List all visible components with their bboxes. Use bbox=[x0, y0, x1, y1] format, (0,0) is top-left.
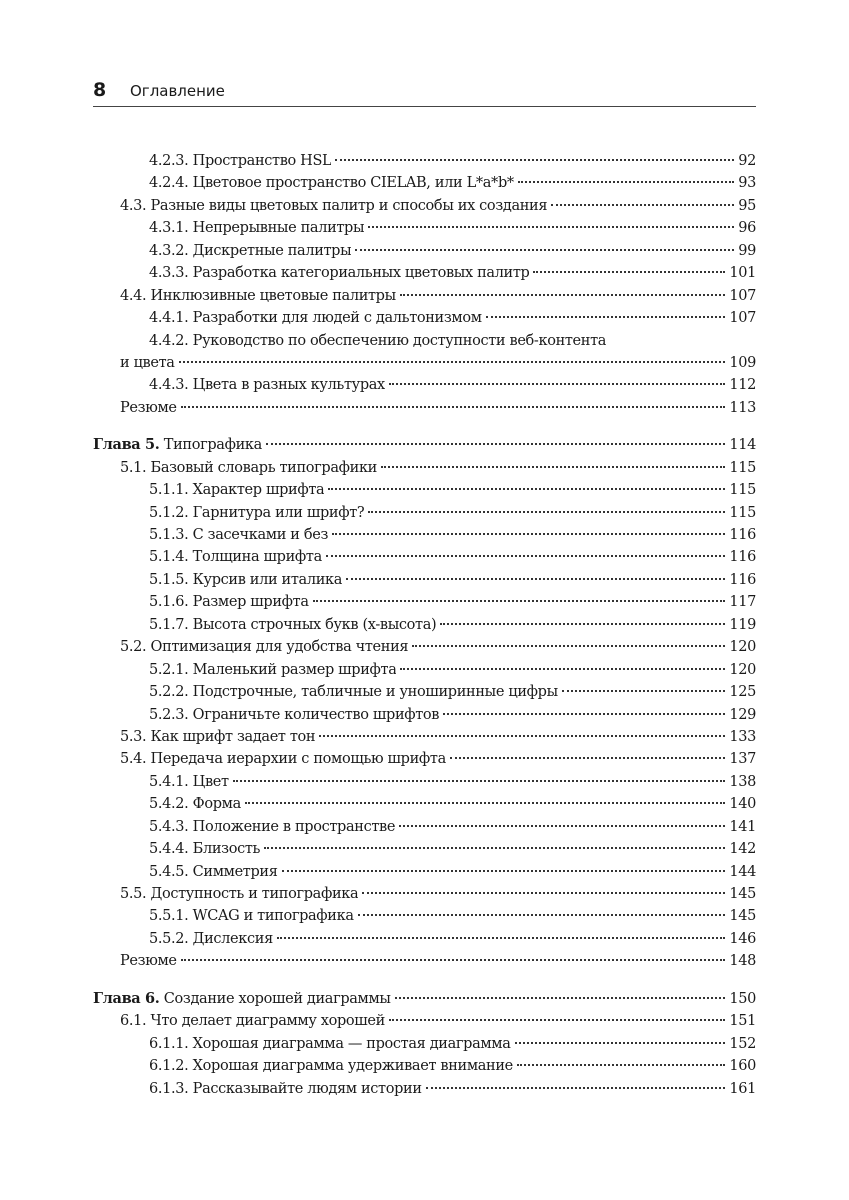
toc-entry-title: 5.1.5. Курсив или италика bbox=[149, 571, 343, 588]
running-header bbox=[93, 78, 756, 107]
toc-entry-page: 133 bbox=[729, 728, 756, 745]
dot-leader bbox=[440, 623, 725, 625]
dot-leader bbox=[328, 488, 725, 490]
dot-leader bbox=[362, 892, 725, 894]
toc-entry-title: 5.1.4. Толщина шрифта bbox=[149, 549, 322, 566]
toc-entry[interactable] bbox=[93, 524, 756, 546]
toc-entry-page: 115 bbox=[729, 459, 756, 476]
page-number: 8 bbox=[93, 79, 107, 101]
toc-entry-title: 5.1.7. Высота строчных букв (x-высота) bbox=[149, 616, 437, 633]
toc-entry-page: 117 bbox=[729, 594, 756, 611]
toc-entry-page: 138 bbox=[729, 773, 756, 790]
toc-entry-page: 120 bbox=[729, 639, 756, 656]
toc-entry-page: 151 bbox=[729, 1013, 756, 1030]
toc-entry[interactable] bbox=[93, 591, 756, 613]
toc-entry[interactable] bbox=[93, 374, 756, 396]
dot-leader bbox=[179, 361, 726, 363]
toc-entry-title: 5.1.2. Гарнитура или шрифт? bbox=[149, 504, 365, 521]
toc-entry-page: 115 bbox=[729, 504, 756, 521]
toc-entry-title: Типографика bbox=[163, 437, 262, 454]
toc-entry-title-wrap bbox=[93, 988, 391, 1010]
dot-leader bbox=[562, 690, 726, 692]
dot-leader bbox=[486, 316, 726, 318]
toc-entry[interactable] bbox=[93, 172, 756, 194]
toc-entry[interactable] bbox=[93, 569, 756, 591]
toc-entry-title-wrap bbox=[149, 524, 328, 546]
dot-leader bbox=[533, 271, 725, 273]
toc-entry-title-wrap bbox=[149, 905, 354, 927]
toc-entry-title-wrap bbox=[149, 217, 364, 239]
toc-entry[interactable] bbox=[93, 307, 756, 329]
toc-entry[interactable] bbox=[93, 1033, 756, 1055]
dot-leader bbox=[399, 825, 725, 827]
dot-leader bbox=[400, 668, 725, 670]
toc-entry-title-wrap bbox=[149, 546, 322, 568]
running-title: Оглавление bbox=[130, 82, 225, 100]
toc-entry-page: 109 bbox=[729, 354, 756, 371]
toc-entry-title-wrap bbox=[149, 262, 529, 284]
toc-entry-title: 5.1.6. Размер шрифта bbox=[149, 594, 309, 611]
toc-entry-title: 4.3.2. Дискретные палитры bbox=[149, 242, 352, 259]
toc-entry[interactable] bbox=[93, 838, 756, 860]
toc-entry-title-wrap bbox=[149, 569, 342, 591]
toc-entry-title-wrap bbox=[149, 681, 558, 703]
toc-entry-page: 116 bbox=[729, 527, 756, 543]
toc-entry[interactable] bbox=[93, 195, 756, 217]
toc-entry-title: 5.1. Базовый словарь типографики bbox=[120, 459, 377, 476]
toc-chapter-entry[interactable] bbox=[93, 434, 756, 456]
toc-entry[interactable] bbox=[93, 793, 756, 815]
dot-leader bbox=[395, 997, 726, 999]
toc-entry-page: 148 bbox=[729, 953, 756, 970]
dot-leader bbox=[389, 1019, 725, 1021]
toc-entry[interactable] bbox=[93, 636, 756, 658]
toc-entry-title: 4.3.1. Непрерывные палитры bbox=[149, 220, 365, 237]
toc-entry[interactable] bbox=[93, 1055, 756, 1077]
toc-entry-page: 141 bbox=[729, 818, 756, 835]
toc-entry[interactable] bbox=[93, 546, 756, 568]
toc-entry[interactable] bbox=[93, 704, 756, 726]
toc-entry[interactable] bbox=[93, 330, 756, 352]
toc-entry[interactable] bbox=[93, 771, 756, 793]
toc-entry-title: 6.1.1. Хорошая диаграмма — простая диаграмма bbox=[149, 1035, 511, 1052]
dot-leader bbox=[264, 847, 725, 849]
toc-entry-title: 6.1.3. Рассказывайте людям истории bbox=[149, 1080, 422, 1097]
dot-leader bbox=[266, 443, 725, 445]
toc-entry-title-wrap bbox=[149, 307, 482, 329]
toc-entry-page: 125 bbox=[729, 684, 756, 701]
chapter-label: Глава 6. bbox=[93, 989, 160, 1007]
toc-entry-title-wrap bbox=[149, 1055, 513, 1077]
toc-entry[interactable] bbox=[93, 726, 756, 748]
toc-entry-title: 5.4.3. Положение в пространстве bbox=[149, 818, 396, 835]
toc-entry-title-continuation: и цвета bbox=[120, 354, 175, 371]
dot-leader bbox=[400, 294, 726, 296]
toc-entry[interactable] bbox=[93, 479, 756, 501]
dot-leader bbox=[368, 511, 725, 513]
dot-leader bbox=[355, 249, 734, 251]
toc-entry[interactable] bbox=[93, 502, 756, 524]
toc-entry-page: 120 bbox=[729, 661, 756, 678]
toc-entry[interactable] bbox=[93, 659, 756, 681]
toc-entry[interactable] bbox=[93, 614, 756, 636]
dot-leader bbox=[335, 159, 734, 161]
dot-leader bbox=[389, 383, 725, 385]
toc-entry-page: 93 bbox=[738, 175, 756, 192]
toc-entry-page: 113 bbox=[729, 399, 756, 416]
toc-entry-page: 144 bbox=[729, 863, 756, 880]
toc-entry-title-wrap bbox=[149, 240, 351, 262]
toc-entry-title: 5.4.2. Форма bbox=[149, 796, 241, 813]
dot-leader bbox=[181, 406, 726, 408]
dot-leader bbox=[233, 780, 726, 782]
dot-leader bbox=[381, 466, 725, 468]
toc-entry-page: 145 bbox=[729, 886, 756, 902]
toc-entry-title-wrap bbox=[149, 479, 324, 501]
toc-entry-title-wrap bbox=[120, 195, 547, 217]
dot-leader bbox=[450, 757, 725, 759]
toc-entry[interactable] bbox=[93, 748, 756, 770]
dot-leader bbox=[358, 914, 726, 916]
dot-leader bbox=[515, 1042, 726, 1044]
toc-entry-title-wrap bbox=[149, 816, 395, 838]
toc-entry[interactable] bbox=[93, 457, 756, 479]
toc-entry-title: 4.4.2. Руководство по обеспечению доступности веб-контента bbox=[149, 332, 607, 349]
dot-leader bbox=[426, 1087, 726, 1089]
toc-entry-title: 4.4.1. Разработки для людей с дальтонизмом bbox=[149, 310, 482, 327]
dot-leader bbox=[313, 600, 726, 602]
toc-entry-page: 150 bbox=[729, 990, 756, 1007]
toc-entry-title: 4.2.3. Пространство HSL bbox=[149, 153, 332, 169]
toc-entry-title-wrap bbox=[149, 614, 436, 636]
dot-leader bbox=[517, 1064, 725, 1066]
toc-entry[interactable] bbox=[93, 285, 756, 307]
toc-entry-page: 145 bbox=[729, 908, 756, 925]
table-of-contents bbox=[93, 150, 756, 1100]
toc-entry-page: 96 bbox=[738, 220, 756, 237]
toc-entry-title: 5.4.1. Цвет bbox=[149, 773, 229, 790]
toc-entry-page: 107 bbox=[729, 310, 756, 327]
toc-entry-page: 101 bbox=[729, 265, 756, 282]
toc-entry-title: 4.3.3. Разработка категориальных цветовых палитр bbox=[149, 265, 530, 282]
toc-entry-page: 152 bbox=[729, 1035, 756, 1052]
toc-entry-title-wrap bbox=[149, 150, 331, 172]
toc-entry-page: 160 bbox=[729, 1058, 756, 1075]
toc-entry-title-wrap bbox=[149, 771, 229, 793]
toc-entry-title-wrap bbox=[149, 838, 260, 860]
toc-entry[interactable] bbox=[93, 217, 756, 239]
dot-leader bbox=[282, 870, 726, 872]
toc-entry-page: 112 bbox=[729, 377, 756, 394]
toc-entry-title: 5.1.1. Характер шрифта bbox=[149, 482, 325, 499]
toc-entry-title-wrap bbox=[149, 374, 385, 396]
toc-entry-title: 5.2.2. Подстрочные, табличные и уноширинные цифры bbox=[149, 684, 558, 701]
toc-entry[interactable] bbox=[93, 816, 756, 838]
toc-entry-page: 129 bbox=[729, 706, 756, 723]
toc-entry-title: 4.3. Разные виды цветовых палитр и способы их создания bbox=[120, 197, 548, 214]
toc-entry[interactable] bbox=[93, 1010, 756, 1032]
dot-leader bbox=[245, 802, 725, 804]
toc-entry-title-wrap bbox=[149, 591, 309, 613]
dot-leader bbox=[412, 645, 725, 647]
toc-entry-title-wrap bbox=[120, 950, 177, 972]
toc-entry[interactable] bbox=[93, 905, 756, 927]
dot-leader bbox=[518, 181, 734, 183]
toc-entry-title: 5.4.4. Близость bbox=[149, 841, 261, 858]
toc-entry-title-wrap bbox=[149, 861, 278, 883]
toc-entry-page: 142 bbox=[729, 841, 756, 858]
dot-leader bbox=[346, 578, 725, 580]
toc-entry-title: 6.1. Что делает диаграмму хорошей bbox=[120, 1013, 385, 1030]
toc-entry-title-wrap bbox=[120, 748, 446, 770]
toc-entry[interactable] bbox=[93, 240, 756, 262]
toc-entry-page: 115 bbox=[729, 482, 756, 499]
toc-entry-title-wrap bbox=[120, 636, 408, 658]
toc-entry-title: 4.4. Инклюзивные цветовые палитры bbox=[120, 287, 396, 304]
toc-entry-title: 4.2.4. Цветовое пространство CIELAB, или L*a*b* bbox=[149, 175, 514, 192]
toc-entry[interactable] bbox=[93, 861, 756, 883]
toc-entry-page: 146 bbox=[729, 930, 756, 947]
toc-entry-title-wrap bbox=[149, 1078, 422, 1100]
toc-entry[interactable] bbox=[93, 883, 756, 905]
toc-entry-page: 140 bbox=[729, 796, 756, 813]
toc-entry-title-wrap bbox=[149, 172, 514, 194]
toc-entry-title-wrap bbox=[93, 434, 262, 456]
toc-entry-page: 99 bbox=[738, 242, 756, 259]
dot-leader bbox=[332, 533, 725, 535]
toc-entry[interactable] bbox=[93, 150, 756, 172]
toc-entry[interactable] bbox=[93, 262, 756, 284]
toc-entry-title: 5.5.2. Дислексия bbox=[149, 930, 273, 947]
toc-entry[interactable] bbox=[93, 1078, 756, 1100]
chapter-label: Глава 5. bbox=[93, 436, 160, 454]
toc-entry-title: 5.2.3. Ограничьте количество шрифтов bbox=[149, 706, 440, 723]
toc-entry-title-wrap bbox=[149, 502, 364, 524]
toc-entry-title: 5.5.1. WCAG и типографика bbox=[149, 908, 354, 925]
toc-entry-title: 5.1.3. С засечками и без bbox=[149, 527, 329, 543]
toc-entry-continuation[interactable] bbox=[93, 352, 756, 374]
toc-entry[interactable] bbox=[93, 397, 756, 419]
toc-entry-title-wrap bbox=[120, 1010, 385, 1032]
toc-entry-title: 5.2.1. Маленький размер шрифта bbox=[149, 661, 397, 678]
toc-entry-title: 5.4.5. Симметрия bbox=[149, 863, 278, 880]
toc-entry[interactable] bbox=[93, 950, 756, 972]
toc-entry[interactable] bbox=[93, 681, 756, 703]
toc-entry-page: 92 bbox=[738, 153, 756, 169]
dot-leader bbox=[319, 735, 725, 737]
toc-entry-page: 95 bbox=[738, 197, 756, 214]
toc-entry-page: 119 bbox=[729, 616, 756, 633]
toc-entry[interactable] bbox=[93, 928, 756, 950]
toc-entry-title-wrap bbox=[120, 457, 377, 479]
toc-entry-title-wrap bbox=[149, 659, 396, 681]
toc-entry-title-wrap bbox=[120, 726, 315, 748]
toc-entry-title: 5.2. Оптимизация для удобства чтения bbox=[120, 639, 409, 656]
toc-entry-title: 5.3. Как шрифт задает тон bbox=[120, 728, 316, 745]
toc-entry-page: 107 bbox=[729, 287, 756, 304]
toc-entry-page: 137 bbox=[729, 751, 756, 768]
toc-entry-title: Резюме bbox=[120, 953, 177, 970]
toc-entry-title-wrap bbox=[149, 928, 273, 950]
chapter-gap bbox=[93, 419, 756, 434]
dot-leader bbox=[181, 959, 726, 961]
toc-entry-title: Создание хорошей диаграммы bbox=[163, 990, 391, 1007]
toc-entry-page: 114 bbox=[729, 437, 756, 454]
toc-entry-title: Резюме bbox=[120, 399, 177, 416]
toc-entry-title: 5.4. Передача иерархии с помощью шрифта bbox=[120, 751, 446, 768]
toc-entry-title-wrap bbox=[120, 883, 358, 905]
dot-leader bbox=[551, 204, 734, 206]
toc-entry-title: 4.4.3. Цвета в разных культурах bbox=[149, 377, 385, 394]
toc-entry-title-wrap bbox=[149, 1033, 511, 1055]
toc-entry-page: 161 bbox=[729, 1080, 756, 1097]
toc-entry-title-wrap bbox=[120, 285, 396, 307]
toc-entry-title-wrap bbox=[120, 397, 177, 419]
toc-entry-title-wrap bbox=[149, 793, 241, 815]
toc-entry-page: 116 bbox=[729, 549, 756, 566]
toc-entry-title-wrap bbox=[149, 704, 439, 726]
toc-entry-title: 6.1.2. Хорошая диаграмма удерживает внимание bbox=[149, 1058, 513, 1075]
dot-leader bbox=[277, 937, 725, 939]
dot-leader bbox=[326, 555, 725, 557]
dot-leader bbox=[443, 713, 725, 715]
toc-chapter-entry[interactable] bbox=[93, 988, 756, 1010]
toc-entry-page: 116 bbox=[729, 571, 756, 588]
dot-leader bbox=[368, 226, 734, 228]
toc-entry-title: 5.5. Доступность и типографика bbox=[120, 886, 359, 902]
chapter-gap bbox=[93, 973, 756, 988]
